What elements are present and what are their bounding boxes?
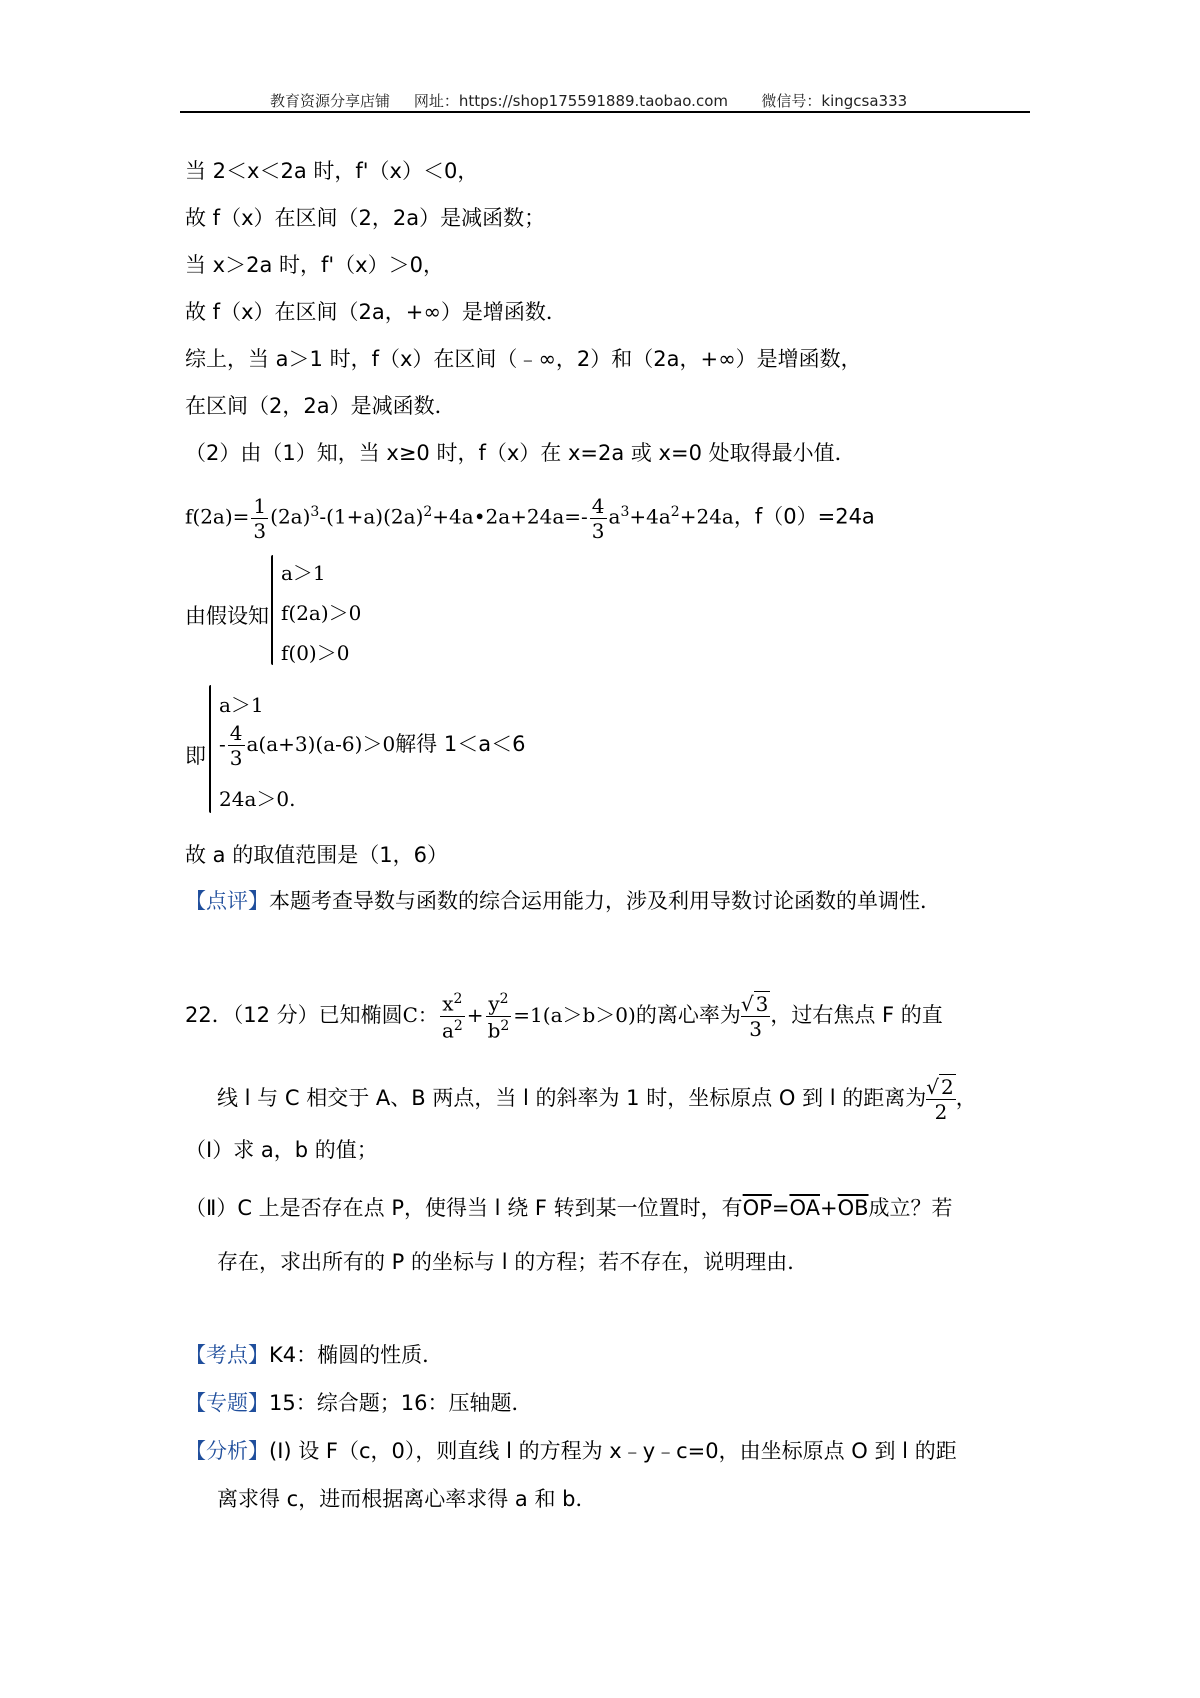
question-22-part-2-line-2: 存在，求出所有的 P 的坐标与 l 的方程；若不存在，说明理由． (217, 1250, 809, 1274)
header-url: 网址：https://shop175591889.taobao.com (413, 92, 728, 110)
fenxi-label: 【分析】 (185, 1439, 269, 1463)
kaodian: 【考点】K4：椭圆的性质． (185, 1343, 444, 1367)
fraction-x2-a2: $\frac{x^2}{a^2}$ (441, 990, 463, 1043)
fraction-sqrt3-over-3: $\frac{√ 3}{3}$ (740, 991, 769, 1041)
vector-op: $\overline{OP}$ (742, 1196, 772, 1220)
fenxi: 【分析】(Ⅰ) 设 F（c，0），则直线 l 的方程为 x﹣y﹣c=0，由坐标原点 O 到 l 的距 (185, 1439, 957, 1463)
text-line-4: 故 f（x）在区间（2a，+∞）是增函数． (185, 300, 567, 324)
system-assumption: 由假设知 a＞1 f(2a)＞0 f(0)＞0 (185, 555, 485, 670)
vector-ob: $\overline{OB}$ (837, 1196, 869, 1220)
comment-label: 【点评】 (185, 889, 269, 913)
comment: 【点评】本题考查导数与函数的综合运用能力，涉及利用导数讨论函数的单调性． (185, 889, 941, 913)
text-line-6: 在区间（2，2a）是减函数． (185, 394, 456, 418)
vector-oa: $\overline{OA}$ (789, 1196, 820, 1220)
left-brace (271, 555, 273, 665)
fraction-one-third: $\frac{1}{3}$ (253, 493, 267, 543)
header-shop: 教育资源分享店铺 (270, 92, 391, 110)
text-line-2: 故 f（x）在区间（2，2a）是减函数； (185, 206, 546, 230)
zhuanti-label: 【专题】 (185, 1391, 269, 1415)
conclusion: 故 a 的取值范围是（1，6） (185, 843, 448, 867)
fraction-sqrt2-over-2: $\frac{√ 2}{2}$ (926, 1074, 954, 1124)
header-wechat: 微信号：kingcsa333 (761, 92, 908, 110)
header-rule (180, 111, 1030, 113)
question-22-line-1: 22．（12 分）已知椭圆C： $\frac{x^2}{a^2}$ + $\frac{y^2}{b^2}$ =1(a＞b＞0)的离心率为 $\frac{√ 3}{3}$ ，过右焦点 F 的直 (185, 990, 943, 1043)
question-22-part-2: （Ⅱ）C 上是否存在点 P，使得当 l 绕 F 转到某一位置时，有$\overline{OP}=\overline{OA}+\overline{OB}$成立？若 (185, 1196, 953, 1220)
text-line-1: 当 2＜x＜2a 时，f'（x）＜0， (185, 159, 479, 183)
question-22-part-1: （Ⅰ）求 a，b 的值； (185, 1138, 378, 1162)
zhuanti: 【专题】15：综合题；16：压轴题． (185, 1391, 533, 1415)
fraction-four-thirds: $\frac{4}{3}$ (229, 721, 243, 770)
question-22-line-2: 线 l 与 C 相交于 A、B 两点，当 l 的斜率为 1 时，坐标原点 O 到 l 的距离为 $\frac{√ 2}{2}$ ， (217, 1074, 977, 1124)
page-header (270, 90, 970, 111)
fenxi-line-2: 离求得 c，进而根据离心率求得 a 和 b． (217, 1487, 597, 1511)
text-line-5: 综上，当 a＞1 时，f（x）在区间（﹣∞，2）和（2a，+∞）是增函数， (185, 347, 862, 371)
left-brace (209, 685, 211, 813)
system-equivalent: 即 a＞1 - $\frac{4}{3}$ a(a+3)(a-6)＞0解得 1＜a＜6 24a＞0. (185, 685, 685, 815)
text-line-7: （2）由（1）知，当 x≥0 时，f（x）在 x=2a 或 x=0 处取得最小值． (185, 441, 856, 465)
kaodian-label: 【考点】 (185, 1343, 269, 1367)
system-row-2: - $\frac{4}{3}$ a(a+3)(a-6)＞0解得 1＜a＜6 (219, 721, 526, 770)
fraction-y2-b2: $\frac{y^2}{b^2}$ (487, 990, 510, 1043)
fraction-four-thirds: $\frac{4}{3}$ (591, 493, 605, 543)
text-line-3: 当 x＞2a 时，f'（x）＞0， (185, 253, 444, 277)
formula-f2a: f(2a)= $\frac{1}{3}$ $(2a)^3-(1+a)(2a)^2+4a•2a+24a=-$ $\frac{4}{3}$ $a^3+4a^2+24a$，f（0）=24a (185, 493, 875, 543)
